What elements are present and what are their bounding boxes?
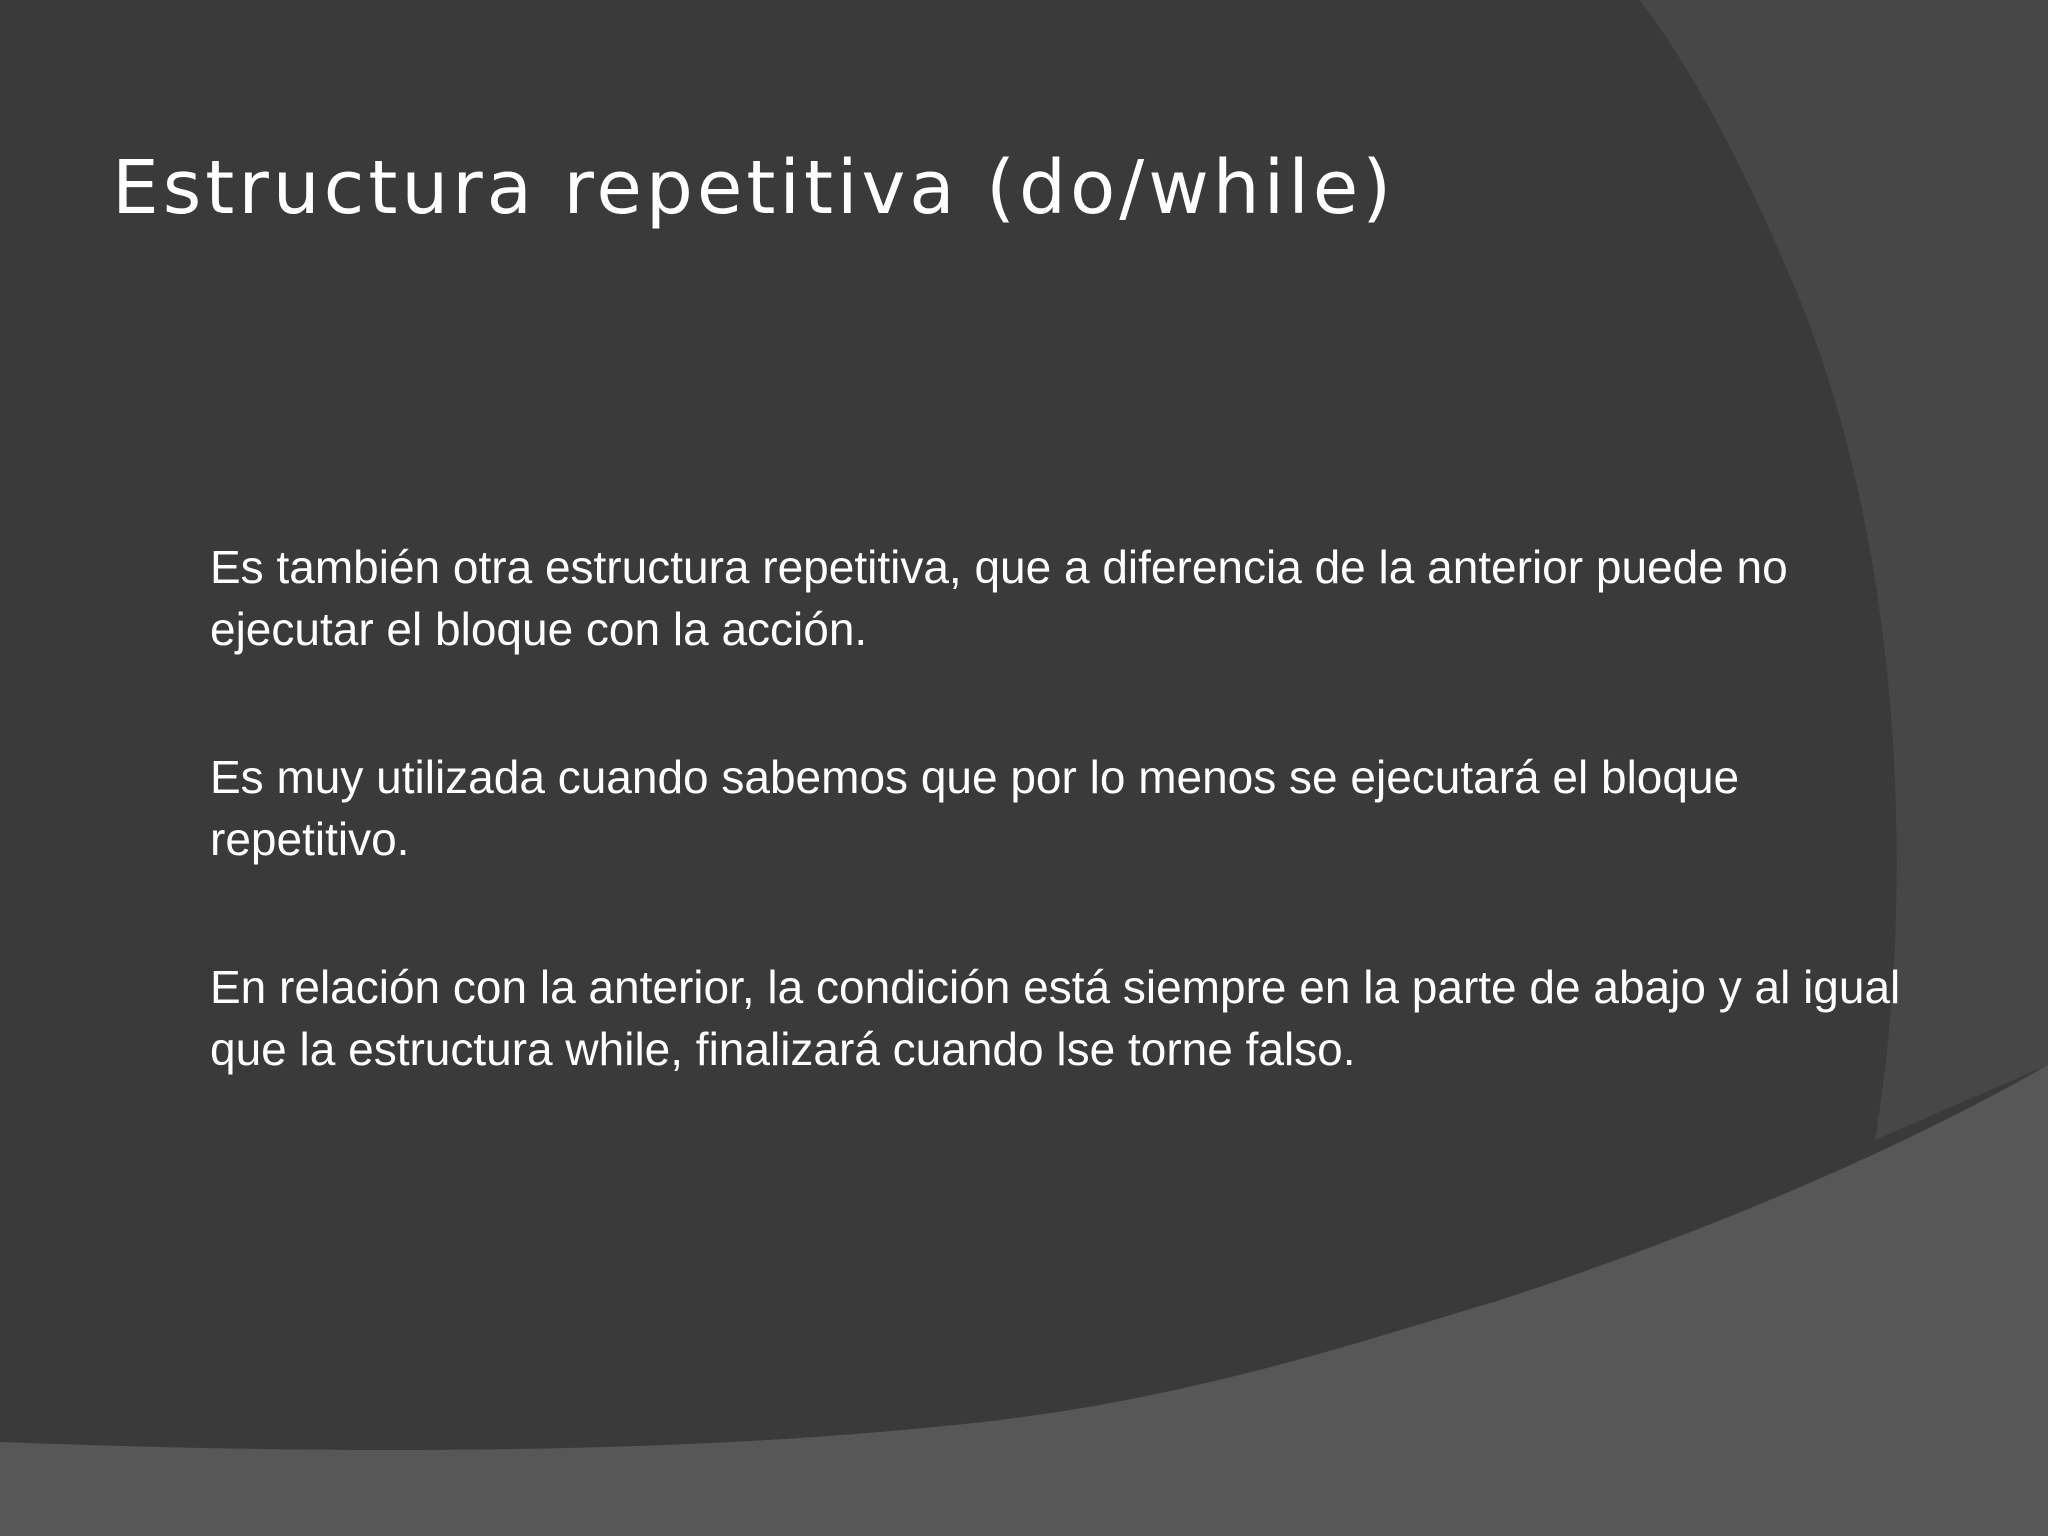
body-paragraph: En relación con la anterior, la condición está siempre en la parte de abajo y al igual que la estructura while, finalizará cuando lse torne falso. <box>210 961 1901 1075</box>
body-paragraph: Es muy utilizada cuando sabemos que por lo menos se ejecutará el bloque repetitivo. <box>210 751 1740 865</box>
slide-body <box>210 536 1930 1166</box>
body-paragraph: Es también otra estructura repetitiva, que a diferencia de la anterior puede no ejecutar el bloque con la acción. <box>210 541 1788 655</box>
slide-title: Estructura repetitiva (do/while) <box>112 145 1396 231</box>
